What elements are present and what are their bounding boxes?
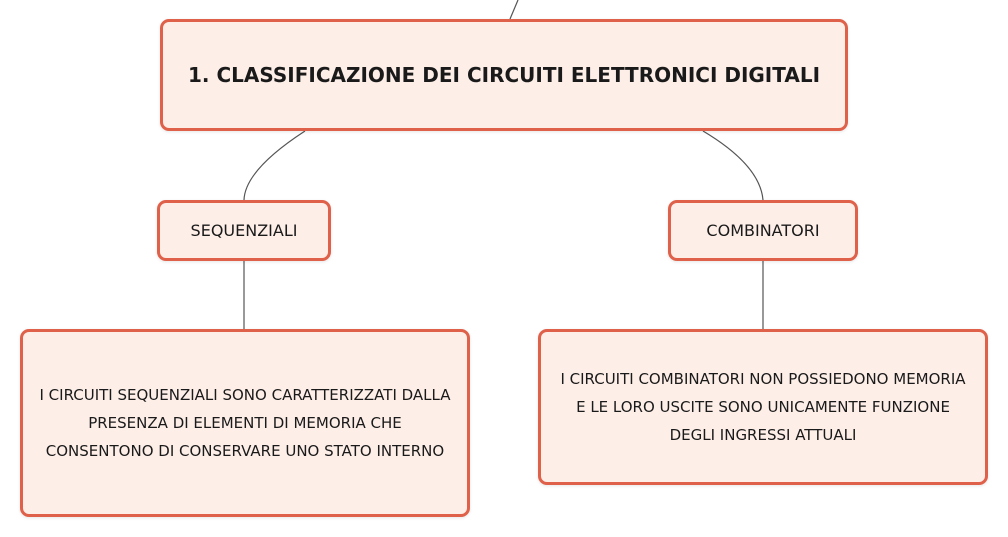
topic-combinatori[interactable] [668, 200, 858, 261]
root-topic-title: 1. CLASSIFICAZIONE DEI CIRCUITI ELETTRONICI DIGITALI [187, 63, 821, 87]
topic-sequenziali[interactable] [157, 200, 331, 261]
subtopic-sequenziali-description[interactable] [20, 329, 470, 517]
subtopic-combinatori-description[interactable] [538, 329, 988, 485]
topic-combinatori-label: COMBINATORI [706, 221, 820, 240]
connector-root-to-combinatori [703, 131, 763, 200]
connector-from-parent [510, 0, 518, 19]
sequenziali-description-text: I CIRCUITI SEQUENZIALI SONO CARATTERIZZATI DALLA PRESENZA DI ELEMENTI DI MEMORIA CHE CONSENTONO DI CONSERVARE UNO STATO INTERNO [39, 386, 451, 460]
combinatori-description-text: I CIRCUITI COMBINATORI NON POSSIEDONO MEMORIA E LE LORO USCITE SONO UNICAMENTE FUNZIONE DEGLI INGRESSI ATTUALI [560, 370, 966, 444]
topic-sequenziali-label: SEQUENZIALI [190, 221, 298, 240]
root-topic[interactable] [160, 19, 848, 131]
connector-root-to-sequenziali [244, 131, 305, 200]
